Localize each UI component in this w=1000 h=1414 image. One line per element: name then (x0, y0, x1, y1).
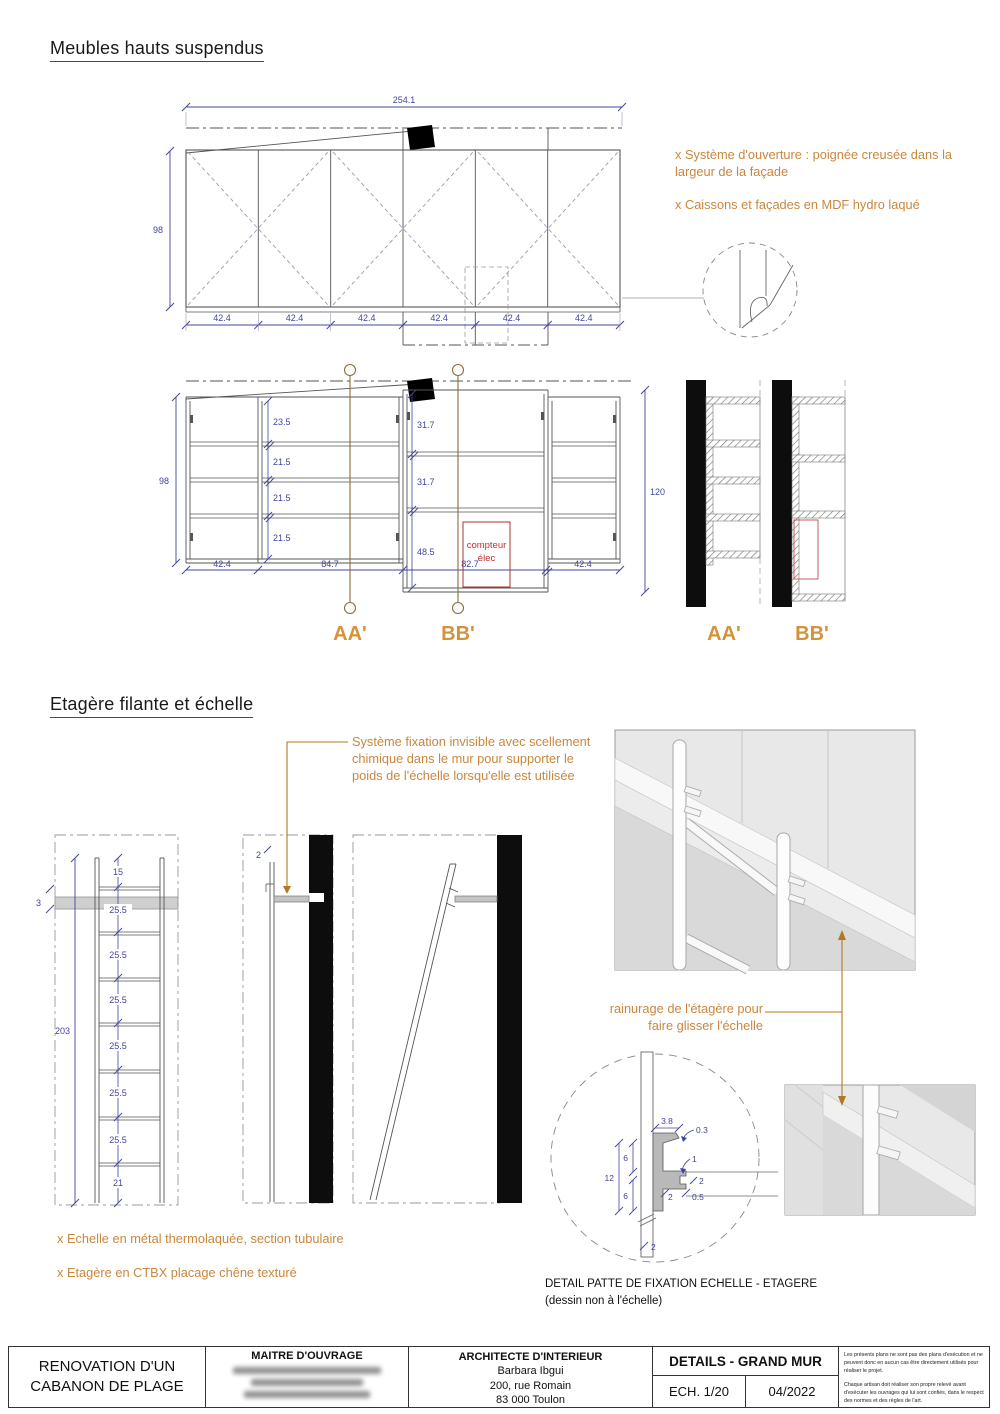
title-block-sheet (653, 1347, 839, 1407)
dim-detail-tongue-gap: 2 (699, 1176, 704, 1186)
dim-spacing-7: 25.5 (109, 1135, 127, 1145)
interior-elevation-drawing (159, 378, 665, 596)
section-view-aa (686, 380, 760, 607)
dim-spacing-1: 15 (112, 867, 124, 877)
render-shelf-ladder (615, 730, 915, 970)
title-block-project (9, 1347, 206, 1407)
note-rainurage: rainurage de l'étagère pour faire glisser l'échelle (609, 1001, 763, 1034)
owner-header: MAITRE D'OUVRAGE (251, 1350, 363, 1362)
fixation-detail-circle (551, 1052, 778, 1262)
dim-tall-3: 48.5 (417, 547, 435, 557)
dim-door-2: 42.4 (285, 313, 304, 323)
section-view-label-bb: BB' (795, 623, 829, 645)
project-name-line2: CABANON DE PLAGE (30, 1378, 184, 1395)
dim-int-height-right: 120 (650, 487, 666, 497)
dim-door-5: 42.4 (502, 313, 521, 323)
dim-door-6: 42.4 (575, 313, 593, 323)
dim-shelf-thickness: 3 (35, 898, 41, 908)
dim-tall-1: 31.7 (417, 420, 435, 430)
section-view-label-aa: AA' (707, 623, 741, 645)
dim-front-height: 98 (152, 225, 163, 235)
dim-int-height-left: 98 (158, 476, 169, 486)
architect-address1: 200, rue Romain (489, 1379, 572, 1392)
dim-bot-4: 42.4 (574, 559, 592, 569)
compteur-label-2: élec (477, 553, 496, 564)
ladder-side-view-inclined (353, 835, 522, 1203)
dim-spacing-5: 25.5 (109, 1041, 127, 1051)
dim-bot-3: 82.7 (461, 559, 479, 569)
dim-detail-top-width: 3.8 (661, 1116, 673, 1126)
detail-caption-line1: DETAIL PATTE DE FIXATION ECHELLE - ETAGERE (545, 1278, 818, 1290)
dim-door-3: 42.4 (358, 313, 376, 323)
project-name-line1: RENOVATION D'UN (38, 1357, 176, 1375)
dim-spacing-8: 21 (112, 1178, 124, 1188)
dim-bot-1: 42.4 (213, 559, 231, 569)
compteur-label-1: compteur (466, 540, 507, 551)
dim-ladder-height: 203 (54, 1026, 70, 1036)
render-groove-closeup (785, 1085, 975, 1215)
section-view-bb (772, 380, 845, 607)
dim-tube: 2 (255, 850, 261, 860)
title-block-architect (409, 1347, 653, 1407)
detail-caption (545, 1276, 965, 1309)
dim-row-4: 21.5 (273, 533, 291, 543)
section-label-aa: AA' (333, 623, 367, 645)
front-elevation-drawing (153, 95, 626, 345)
architect-name: Barbara Ibgui (497, 1365, 564, 1378)
note-etagere: x Etagère en CTBX placage chêne texturé (57, 1265, 297, 1280)
dim-bot-2: 84.7 (321, 559, 339, 569)
dim-spacing-4: 25.5 (109, 995, 127, 1005)
legal-paragraph-1: Les présents plans ne sont pas des plans d'exécution et ne peuvent donc en aucun cas être directement utilisés pour réaliser le projet. (844, 1352, 983, 1375)
dim-detail-tongue-h: 1 (692, 1154, 697, 1164)
section-label-bb: BB' (441, 623, 475, 645)
architect-header: ARCHITECTE D'INTERIEUR (458, 1351, 603, 1363)
dim-door-4: 42.4 (430, 313, 448, 323)
note-echelle: x Echelle en métal thermolaquée, section tubulaire (57, 1231, 344, 1246)
dim-detail-groove: 2 (668, 1192, 673, 1202)
detail-caption-line2: (dessin non à l'échelle) (545, 1294, 663, 1307)
section2-title: Etagère filante et échelle (50, 694, 253, 718)
dim-detail-plate: 2 (651, 1242, 656, 1252)
dim-spacing-3: 25.5 (109, 950, 127, 960)
section-line-bb (453, 365, 464, 614)
title-block (8, 1346, 990, 1408)
dim-row-1: 23.5 (273, 417, 291, 427)
architect-address2: 83 000 Toulon (496, 1393, 565, 1406)
owner-redacted-line (244, 1391, 370, 1398)
note-opening-system: x Système d'ouverture : poignée creusée dans la largeur de la façade (675, 147, 953, 180)
dim-row-3: 21.5 (273, 493, 291, 503)
dim-row-2: 21.5 (273, 457, 291, 467)
legal-paragraph-2: Chaque artisan doit réaliser son propre relevé avant d'exécuter les ouvrages qui lui sont confiés, dans le respect des normes et des règles de l'art. (844, 1381, 984, 1405)
dim-detail-lower: 6 (623, 1191, 628, 1201)
section1-title: Meubles hauts suspendus (50, 38, 264, 62)
sheet-title: DETAILS - GRAND MUR (653, 1347, 838, 1376)
dim-total-width: 254.1 (392, 95, 416, 105)
title-block-legal (839, 1347, 989, 1407)
dim-detail-lip: 0.3 (696, 1125, 708, 1135)
sheet-scale: ECH. 1/20 (653, 1376, 746, 1407)
section-line-aa (345, 365, 356, 614)
handle-detail-circle (622, 243, 797, 337)
dim-detail-tongue-off: 0.5 (692, 1192, 704, 1202)
owner-redacted-line (233, 1367, 381, 1374)
dim-spacing-6: 25.5 (109, 1088, 127, 1098)
note-fixation: Système fixation invisible avec scellement chimique dans le mur pour supporter le poids de l'échelle lorsqu'elle est utilisée (352, 734, 591, 784)
ladder-front-view (36, 835, 178, 1207)
dim-spacing-2: 25.5 (109, 905, 127, 915)
note-mdf: x Caissons et façades en MDF hydro laqué (675, 197, 920, 212)
dim-door-1: 42.4 (213, 313, 231, 323)
dim-tall-2: 31.7 (417, 477, 435, 487)
owner-redacted-line (251, 1379, 363, 1386)
dim-detail-total: 12 (604, 1173, 614, 1183)
title-block-owner (206, 1347, 409, 1407)
dim-detail-upper: 6 (623, 1153, 628, 1163)
sheet-date: 04/2022 (768, 1384, 816, 1399)
